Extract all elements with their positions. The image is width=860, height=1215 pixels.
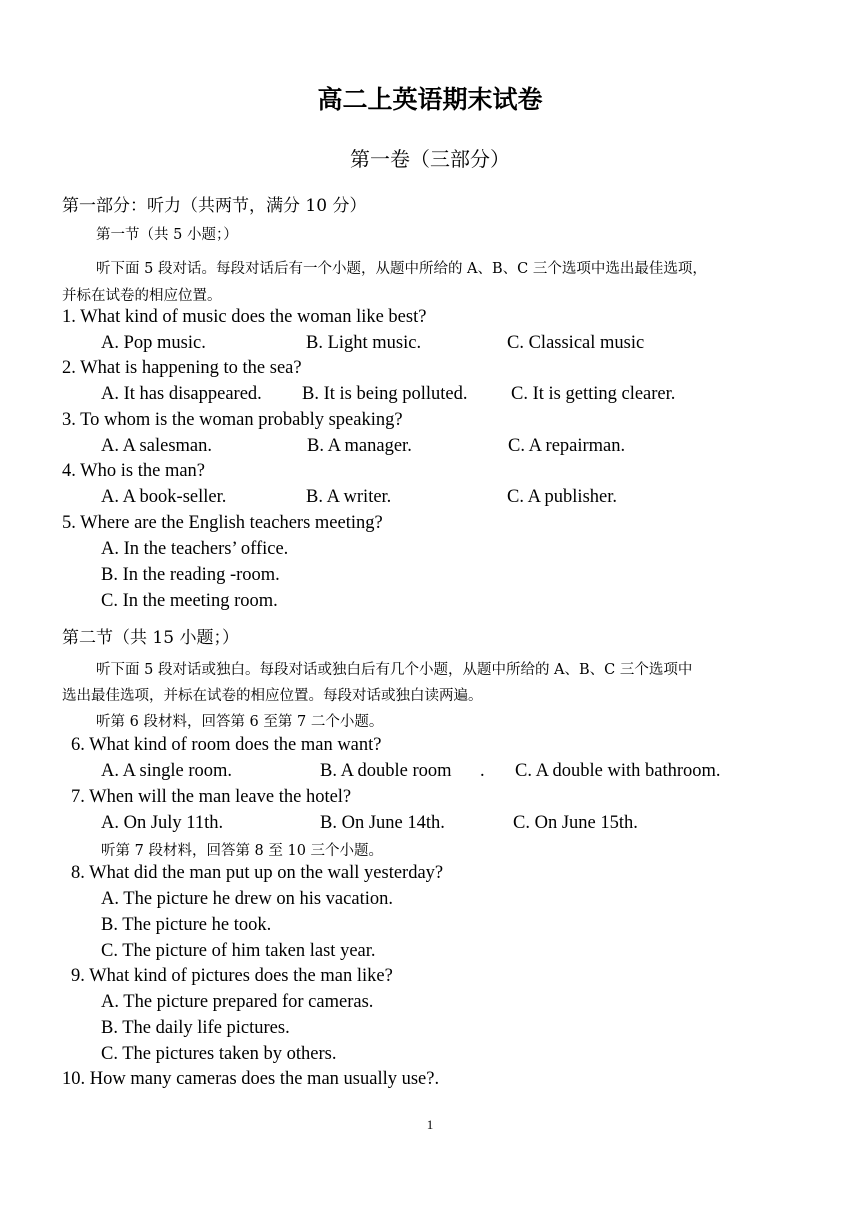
- question-6: 6. What kind of room does the man want?: [71, 735, 382, 755]
- q4-option-a: A. A book-seller.: [101, 487, 227, 507]
- q1-option-b: B. Light music.: [306, 333, 422, 353]
- q7-option-b: B. On June 14th.: [320, 813, 445, 833]
- q6-option-a: A. A single room.: [101, 761, 233, 781]
- q3-option-c: C. A repairman.: [508, 436, 626, 456]
- q4-option-c: C. A publisher.: [507, 487, 617, 507]
- q2-option-a: A. It has disappeared.: [101, 384, 262, 404]
- q5-option-b: B. In the reading -room.: [101, 565, 280, 585]
- q1-option-c: C. Classical music: [507, 333, 645, 353]
- q2-option-c: C. It is getting clearer.: [511, 384, 676, 404]
- q8-option-b: B. The picture he took.: [101, 915, 272, 935]
- section1-instruction-line1: 听下面 5 段对话。每段对话后有一个小题，从题中所给的 A、B、C 三个选项中选出最佳选项，: [96, 261, 707, 277]
- question-1: 1. What kind of music does the woman like best?: [62, 307, 427, 327]
- q9-option-a: A. The picture prepared for cameras.: [101, 992, 374, 1012]
- section2-instruction-line1: 听下面 5 段对话或独白。每段对话或独白后有几个小题，从题中所给的 A、B、C 三个选项中: [96, 662, 693, 678]
- exam-title: 高二上英语期末试卷: [317, 85, 543, 114]
- q1-option-a: A. Pop music.: [101, 333, 206, 353]
- section1-heading: 第一节（共 5 小题；）: [96, 227, 238, 243]
- question-4: 4. Who is the man?: [62, 461, 206, 481]
- question-10: 10. How many cameras does the man usually use?.: [62, 1069, 440, 1089]
- q3-option-a: A. A salesman.: [101, 436, 212, 456]
- q2-option-b: B. It is being polluted.: [302, 384, 468, 404]
- material-6-note: 听第 6 段材料，回答第 6 至第 7 二个小题。: [96, 714, 384, 730]
- q6-stray-dot: .: [480, 761, 485, 781]
- q8-option-c: C. The picture of him taken last year.: [101, 941, 376, 961]
- question-8: 8. What did the man put up on the wall yesterday?: [71, 863, 444, 883]
- question-7: 7. When will the man leave the hotel?: [71, 787, 352, 807]
- section2-heading: 第二节（共 15 小题；）: [62, 628, 239, 648]
- q6-option-b: B. A double room: [320, 761, 452, 781]
- question-3: 3. To whom is the woman probably speaking?: [62, 410, 403, 430]
- q6-option-c: C. A double with bathroom.: [515, 761, 721, 781]
- q5-option-c: C. In the meeting room.: [101, 591, 278, 611]
- q7-option-c: C. On June 15th.: [513, 813, 638, 833]
- part1-heading: 第一部分：听力（共两节，满分 10 分）: [62, 196, 367, 216]
- volume-subtitle: 第一卷（三部分）: [350, 147, 510, 171]
- question-9: 9. What kind of pictures does the man like?: [71, 966, 393, 986]
- q9-option-b: B. The daily life pictures.: [101, 1018, 290, 1038]
- q8-option-a: A. The picture he drew on his vacation.: [101, 889, 393, 909]
- section2-instruction-line2: 选出最佳选项，并标在试卷的相应位置。每段对话或独白读两遍。: [62, 688, 483, 704]
- section1-instruction-line2: 并标在试卷的相应位置。: [62, 288, 222, 304]
- question-5: 5. Where are the English teachers meeting?: [62, 513, 383, 533]
- q5-option-a: A. In the teachers’ office.: [101, 539, 289, 559]
- q4-option-b: B. A writer.: [306, 487, 392, 507]
- q7-option-a: A. On July 11th.: [101, 813, 224, 833]
- q3-option-b: B. A manager.: [307, 436, 412, 456]
- material-7-note: 听第 7 段材料，回答第 8 至 10 三个小题。: [101, 843, 384, 859]
- question-2: 2. What is happening to the sea?: [62, 358, 302, 378]
- q9-option-c: C. The pictures taken by others.: [101, 1044, 337, 1064]
- page-number: 1: [426, 1117, 434, 1132]
